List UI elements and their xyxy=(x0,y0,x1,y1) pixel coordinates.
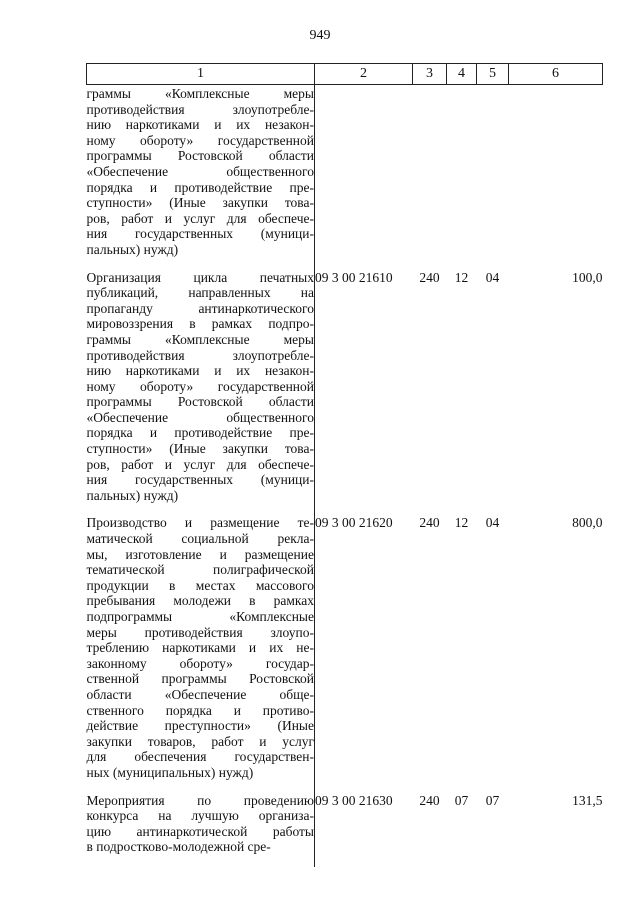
subsection-code: 04 xyxy=(485,269,500,285)
description-line: матической социальной рекла- xyxy=(86,531,314,547)
subsection-code xyxy=(477,85,509,270)
description-line: пропаганду антинаркотического xyxy=(86,300,314,316)
description-line: Мероприятия по проведению xyxy=(86,792,314,808)
expense-type: 240 xyxy=(419,792,440,808)
row-description xyxy=(87,793,315,867)
expense-type: 240 xyxy=(419,269,440,285)
description-line: ров, работ и услуг для обеспече- xyxy=(86,210,314,226)
description-line: нию наркотиками и их незакон- xyxy=(86,363,314,379)
description-line: ственной программы Ростовской xyxy=(86,671,314,687)
description-line: закупки товаров, работ и услуг xyxy=(86,733,314,749)
amount: 800,0 xyxy=(572,515,603,531)
description-line: ных (муниципальных) нужд) xyxy=(86,764,254,780)
table-body xyxy=(87,85,603,867)
table-row xyxy=(87,85,603,270)
expense-type xyxy=(413,85,447,270)
description-line: ния государственных (муници- xyxy=(86,472,314,488)
target-article-code: 09 3 00 21610 xyxy=(315,269,393,285)
header-col-2: 2 xyxy=(315,64,413,85)
description-line: Производство и размещение те- xyxy=(86,515,314,531)
header-col-4: 4 xyxy=(447,64,477,85)
budget-table xyxy=(86,63,603,867)
amount xyxy=(509,85,603,270)
description-line: публикаций, направленных на xyxy=(86,285,314,301)
description-line: треблению наркотиками и их не- xyxy=(86,640,314,656)
description-line: ному обороту» государственной xyxy=(86,132,314,148)
table-header xyxy=(87,64,603,85)
target-article-code: 09 3 00 21620 xyxy=(315,515,393,531)
header-col-5: 5 xyxy=(477,64,509,85)
description-line: законному обороту» государ- xyxy=(86,655,314,671)
section-code: 12 xyxy=(454,515,469,531)
section-code: 07 xyxy=(454,792,469,808)
description-line: пальных) нужд) xyxy=(86,241,179,257)
target-article-code: 09 3 00 21630 xyxy=(315,792,393,808)
description-line: пребывания молодежи в рамках xyxy=(86,593,314,609)
header-col-1: 1 xyxy=(87,64,315,85)
page-number: 949 xyxy=(309,28,331,43)
description-line: ния государственных (муници- xyxy=(86,226,314,242)
description-line: граммы «Комплексные меры xyxy=(86,86,314,101)
description-line: тематической полиграфической xyxy=(86,562,314,578)
section-code: 12 xyxy=(454,269,469,285)
description-line: порядка и противодействие пре- xyxy=(86,425,314,441)
description-line: программы Ростовской области xyxy=(86,394,314,410)
row-description xyxy=(87,515,315,792)
description-line: Организация цикла печатных xyxy=(86,269,314,285)
description-line: ров, работ и услуг для обеспече- xyxy=(86,456,314,472)
description-line: «Обеспечение общественного xyxy=(86,409,314,425)
target-article-code xyxy=(315,85,413,270)
header-col-6: 6 xyxy=(509,64,603,85)
row-description xyxy=(87,85,315,270)
subsection-code: 07 xyxy=(485,792,500,808)
amount: 131,5 xyxy=(572,792,603,808)
amount: 100,0 xyxy=(572,269,603,285)
description-line: области «Обеспечение обще- xyxy=(86,686,314,702)
row-description xyxy=(87,270,315,516)
description-line: порядка и противодействие пре- xyxy=(86,179,314,195)
description-line: нию наркотиками и их незакон- xyxy=(86,117,314,133)
description-line: для обеспечения государствен- xyxy=(86,749,314,765)
description-line: меры противодействия злоупо- xyxy=(86,624,314,640)
description-line: продукции в местах массового xyxy=(86,577,314,593)
description-line: действие преступности» (Иные xyxy=(86,718,314,734)
description-line: программы Ростовской области xyxy=(86,148,314,164)
description-line: мировоззрения в рамках подпро- xyxy=(86,316,314,332)
description-line: противодействия злоупотребле- xyxy=(86,101,314,117)
description-line: «Обеспечение общественного xyxy=(86,163,314,179)
description-line: ственного порядка и противо- xyxy=(86,702,314,718)
description-line: цию антинаркотической работы xyxy=(86,823,314,839)
section-code xyxy=(447,85,477,270)
description-line: пальных) нужд) xyxy=(86,487,179,503)
description-line: граммы «Комплексные меры xyxy=(86,331,314,347)
description-line: ступности» (Иные закупки това- xyxy=(86,195,314,211)
table-row xyxy=(87,793,603,867)
subsection-code: 04 xyxy=(485,515,500,531)
table-row xyxy=(87,515,603,792)
description-line: конкурса на лучшую организа- xyxy=(86,808,314,824)
description-line: подпрограммы «Комплексные xyxy=(86,609,314,624)
header-col-3: 3 xyxy=(413,64,447,85)
expense-type: 240 xyxy=(419,515,440,531)
description-line: противодействия злоупотребле- xyxy=(86,347,314,363)
description-line: ступности» (Иные закупки това- xyxy=(86,441,314,457)
description-line: ному обороту» государственной xyxy=(86,378,314,394)
table-row xyxy=(87,270,603,516)
description-line: в подростково-молодежной сре- xyxy=(86,839,271,855)
description-line: мы, изготовление и размещение xyxy=(86,546,314,562)
